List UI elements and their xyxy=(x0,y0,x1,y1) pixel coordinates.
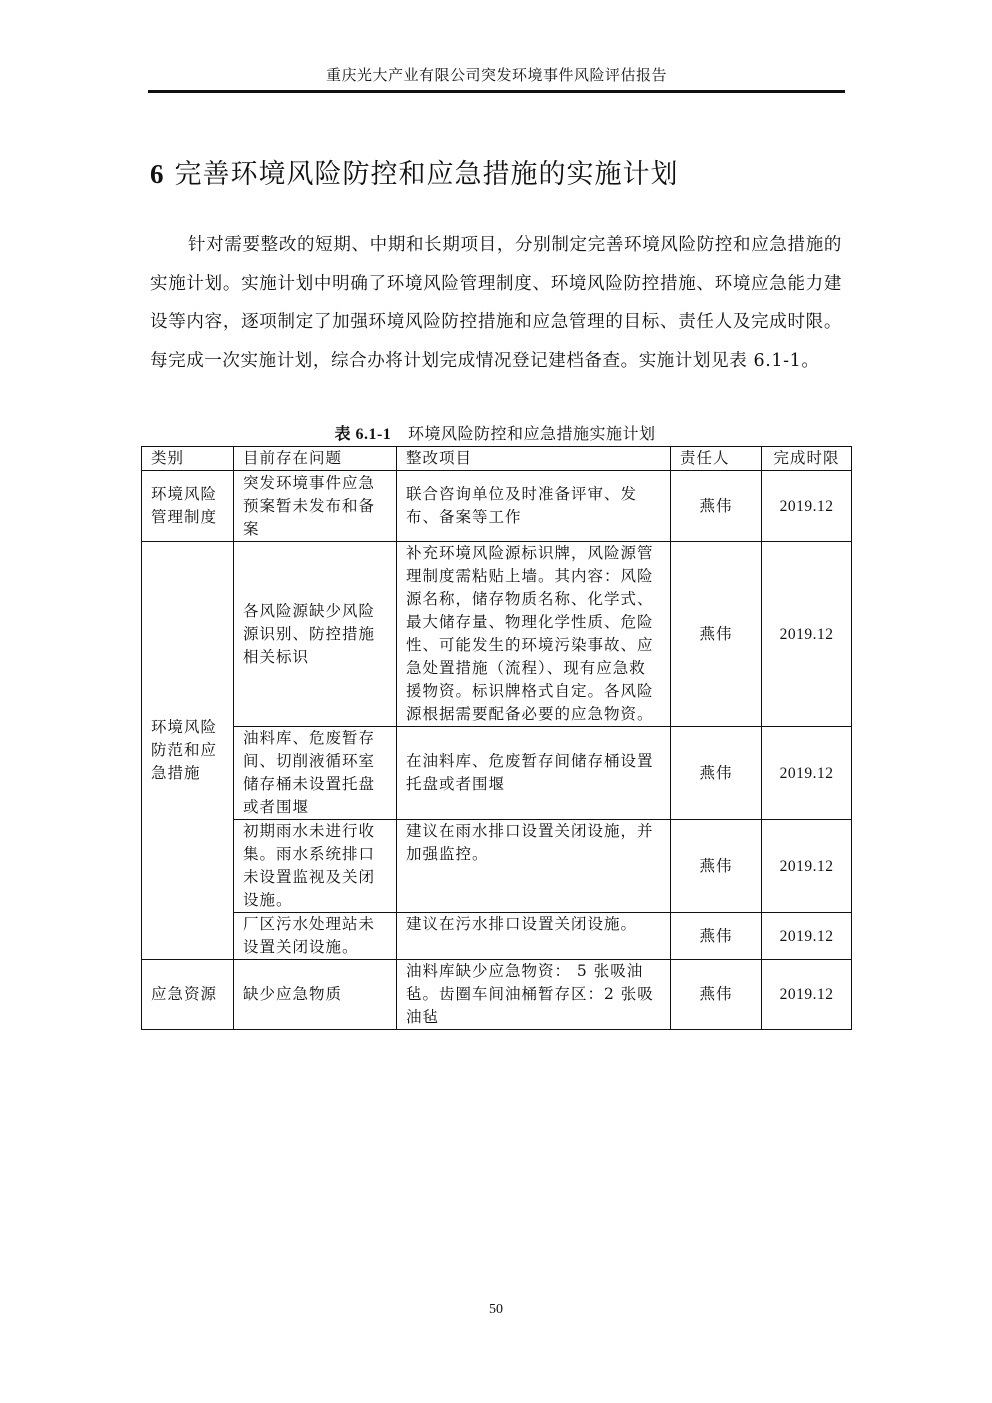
table-caption-number: 表 6.1-1 xyxy=(334,426,392,443)
table-caption xyxy=(140,424,850,445)
category-cell: 应急资源 xyxy=(142,960,234,1030)
deadline-cell: 2019.12 xyxy=(762,542,852,727)
deadline-cell: 2019.12 xyxy=(762,471,852,542)
owner-cell: 燕伟 xyxy=(671,727,762,820)
owner-cell: 燕伟 xyxy=(671,913,762,960)
col-header-problem: 目前存在问题 xyxy=(234,447,397,471)
action-cell: 在油料库、危废暂存间储存桶设置托盘或者围堰 xyxy=(397,727,671,820)
owner-cell: 燕伟 xyxy=(671,820,762,913)
col-header-owner: 责任人 xyxy=(671,447,762,471)
page-number: 50 xyxy=(489,1302,503,1317)
deadline-cell: 2019.12 xyxy=(762,960,852,1030)
table-caption-title: 环境风险防控和应急措施实施计划 xyxy=(408,424,656,443)
owner-cell: 燕伟 xyxy=(671,542,762,727)
problem-cell: 厂区污水处理站未设置关闭设施。 xyxy=(234,913,397,960)
deadline-cell: 2019.12 xyxy=(762,727,852,820)
owner-cell: 燕伟 xyxy=(671,960,762,1030)
page-header: 重庆光大产业有限公司突发环境事件风险评估报告 xyxy=(325,66,667,84)
problem-cell: 初期雨水未进行收集。雨水系统排口未设置监视及关闭设施。 xyxy=(234,820,397,913)
table-row xyxy=(142,471,852,542)
col-header-deadline: 完成时限 xyxy=(762,447,852,471)
table-row xyxy=(142,913,852,960)
problem-cell: 突发环境事件应急预案暂未发布和备案 xyxy=(234,471,397,542)
action-cell: 油料库缺少应急物资： 5 张吸油毡。齿圈车间油桶暂存区：2 张吸油毡 xyxy=(397,960,671,1030)
section-title: 完善环境风险防控和应急措施的实施计划 xyxy=(174,159,679,190)
table-row xyxy=(142,542,852,727)
problem-cell: 缺少应急物质 xyxy=(234,960,397,1030)
body-paragraph: 针对需要整改的短期、中期和长期项目，分别制定完善环境风险防控和应急措施的实施计划。实施计划中明确了环境风险管理制度、环境风险防控措施、环境应急能力建设等内容，逐项制定了加强环境风险防控措施和应急管理的目标、责任人及完成时限。每完成一次实施计划，综合办将计划完成情况登记建档备查。实施计划见表 6.1-1。 xyxy=(150,235,842,371)
category-cell: 环境风险防范和应急措施 xyxy=(142,542,234,960)
header-rule xyxy=(148,90,845,93)
action-cell: 补充环境风险源标识牌，风险源管理制度需粘贴上墙。其内容：风险源名称，储存物质名称、化学式、最大储存量、物理化学性质、危险性、可能发生的环境污染事故、应急处置措施（流程）、现有应急救援物资。标识牌格式自定。各风险源根据需要配备必要的应急物资。 xyxy=(397,542,671,727)
category-cell: 环境风险管理制度 xyxy=(142,471,234,542)
table-row xyxy=(142,960,852,1030)
col-header-category: 类别 xyxy=(142,447,234,471)
table-header-row xyxy=(142,447,852,471)
action-cell: 联合咨询单位及时准备评审、发布、备案等工作 xyxy=(397,471,671,542)
owner-cell: 燕伟 xyxy=(671,471,762,542)
section-number: 6 xyxy=(150,159,165,189)
table-row xyxy=(142,820,852,913)
problem-cell: 油料库、危废暂存间、切削液循环室储存桶未设置托盘或者围堰 xyxy=(234,727,397,820)
table-row xyxy=(142,727,852,820)
action-cell: 建议在污水排口设置关闭设施。 xyxy=(397,913,671,960)
action-cell: 建议在雨水排口设置关闭设施，并加强监控。 xyxy=(397,820,671,913)
section-heading xyxy=(150,154,679,195)
problem-cell: 各风险源缺少风险源识别、防控措施相关标识 xyxy=(234,542,397,727)
deadline-cell: 2019.12 xyxy=(762,820,852,913)
plan-table xyxy=(141,446,852,1030)
col-header-action: 整改项目 xyxy=(397,447,671,471)
deadline-cell: 2019.12 xyxy=(762,913,852,960)
